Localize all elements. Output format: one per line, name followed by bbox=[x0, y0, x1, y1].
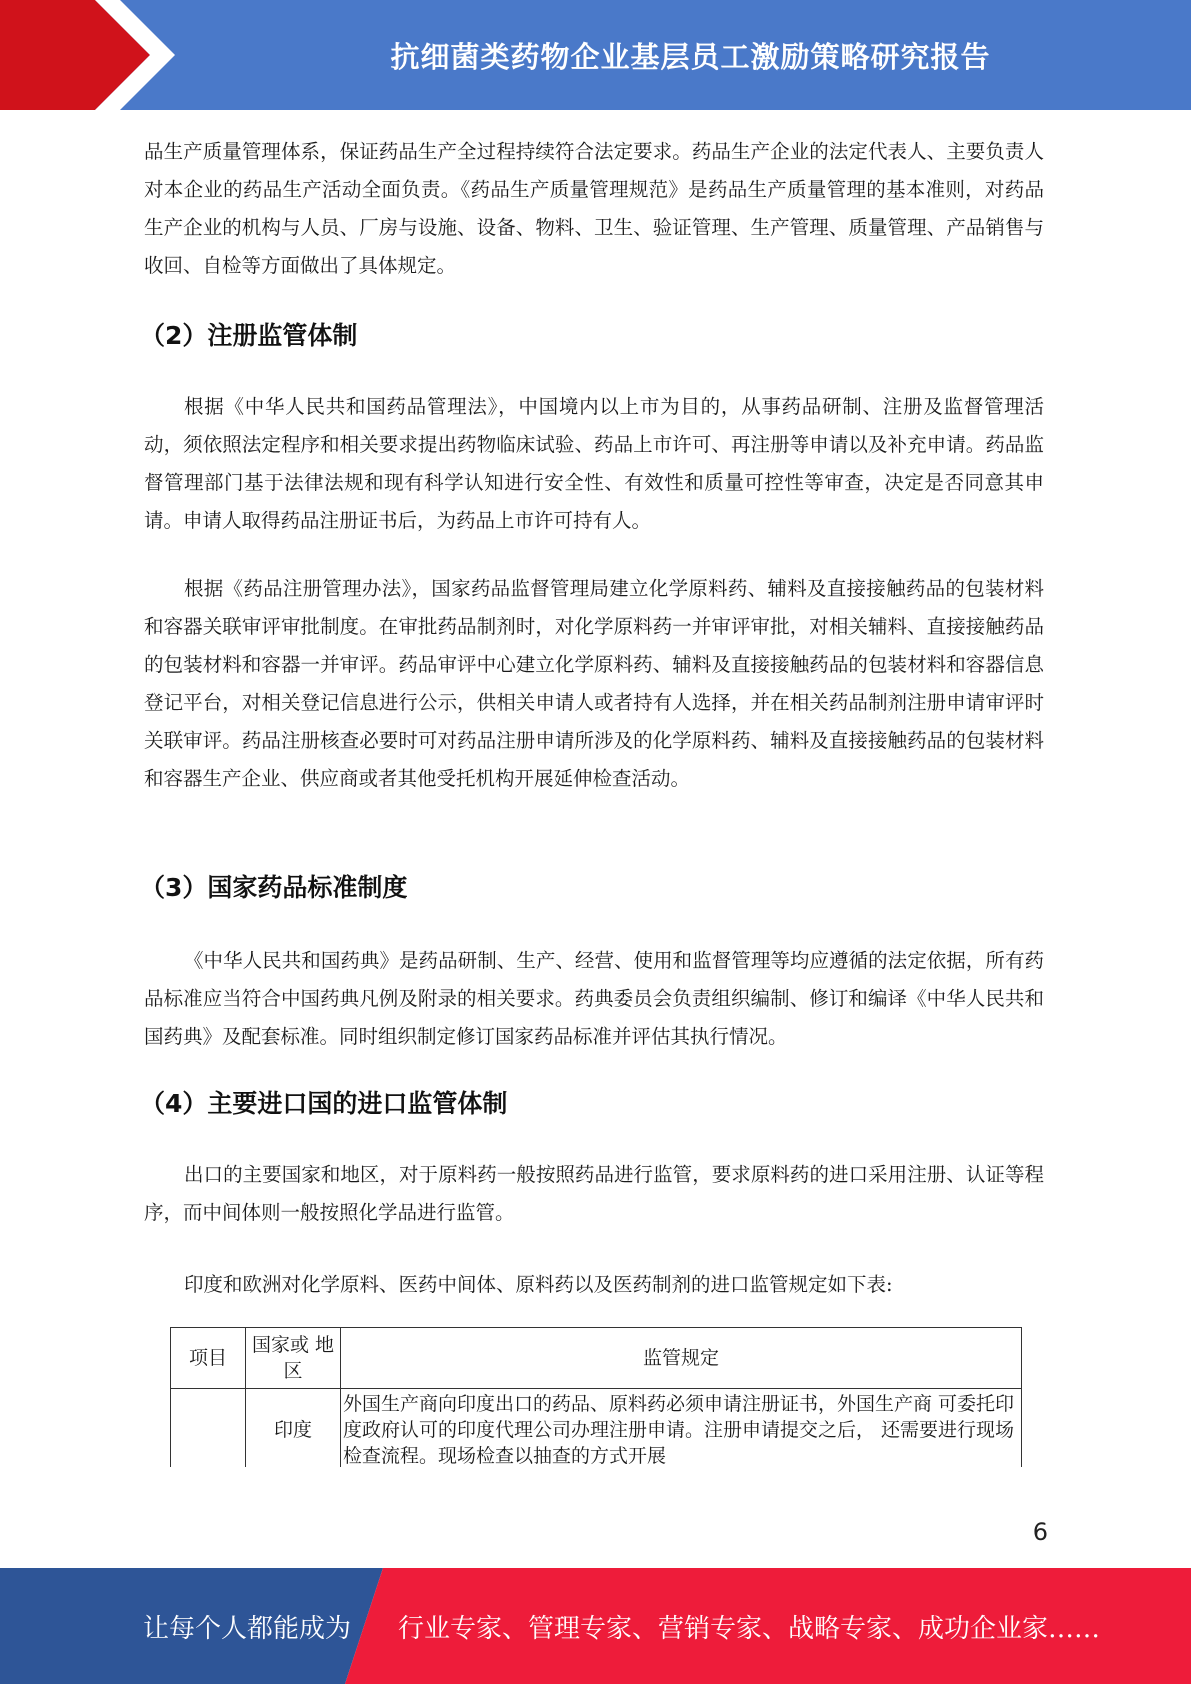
paragraph-export-countries: 出口的主要国家和地区，对于原料药一般按照药品进行监管，要求原料药的进口采用注册、认证等程序，而中间体则一般按照化学品进行监管。 bbox=[144, 1163, 1044, 1224]
paragraph-quality-management: 品生产质量管理体系，保证药品生产全过程持续符合法定要求。药品生产企业的法定代表人、主要负责人对本企业的药品生产活动全面负责。《药品生产质量管理规范》是药品生产质量管理的基本准则，对药品生产企业的机构与人员、厂房与设施、设备、物料、卫生、验证管理、生产管理、质量管理、产品销售与收回、自检等方面做出了具体规定。 bbox=[144, 140, 1044, 277]
paragraph-registration-measures: 根据《药品注册管理办法》，国家药品监督管理局建立化学原料药、辅料及直接接触药品的包装材料和容器关联审评审批制度。在审批药品制剂时，对化学原料药一并审评审批，对相关辅料、直接接触药品的包装材料和容器一并审评。药品审评中心建立化学原料药、辅料及直接接触药品的包装材料和容器信息登记平台，对相关登记信息进行公示，供相关申请人或者持有人选择，并在相关药品制剂注册申请审评时关联审评。药品注册核查必要时可对药品注册申请所涉及的化学原料药、辅料及直接接触药品的包装材料和容器生产企业、供应商或者其他受托机构开展延伸检查活动。 bbox=[144, 577, 1044, 790]
header-item: 项目 bbox=[171, 1328, 246, 1389]
paragraph-drug-administration-law: 根据《中华人民共和国药品管理法》，中国境内以上市为目的，从事药品研制、注册及监督管理活动，须依照法定程序和相关要求提出药物临床试验、药品上市许可、再注册等申请以及补充申请。药品监督管理部门基于法律法规和现有科学认知进行安全性、有效性和质量可控性等审查，决定是否同意其申请。申请人取得药品注册证书后，为药品上市许可持有人。 bbox=[144, 395, 1044, 532]
import-regulation-table bbox=[170, 1327, 1022, 1472]
table-header-row bbox=[171, 1328, 1022, 1389]
header-country: 国家或 地区 bbox=[246, 1328, 341, 1389]
cell-item bbox=[171, 1389, 246, 1472]
report-title: 抗细菌类药物企业基层员工激励策略研究报告 bbox=[390, 39, 991, 74]
page-footer bbox=[0, 1568, 1191, 1684]
paragraph-pharmacopoeia: 《中华人民共和国药典》是药品研制、生产、经营、使用和监督管理等均应遵循的法定依据，所有药品标准应当符合中国药典凡例及附录的相关要求。药典委员会负责组织编制、修订和编译《中华人民共和国药典》及配套标准。同时组织制定修订国家药品标准并评估其执行情况。 bbox=[144, 949, 1044, 1048]
table-page-break bbox=[160, 1467, 1040, 1487]
paragraph-table-intro: 印度和欧洲对化学原料、医药中间体、原料药以及医药制剂的进口监管规定如下表: bbox=[184, 1273, 893, 1296]
footer-slogan-left: 让每个人都能成为 bbox=[143, 1613, 352, 1644]
cell-country: 印度 bbox=[246, 1389, 341, 1472]
section-heading-import-regulation: （4）主要进口国的进口监管体制 bbox=[140, 1089, 508, 1118]
footer-slogan-right: 行业专家、管理专家、营销专家、战略专家、成功企业家…… bbox=[398, 1613, 1101, 1644]
cell-rule: 外国生产商向印度出口的药品、原料药必须申请注册证书，外国生产商 可委托印度政府认可的印度代理公司办理注册申请。注册申请提交之后， 还需要进行现场检查流程。现场检查以抽查的方式开展 bbox=[341, 1389, 1022, 1472]
table-row bbox=[171, 1389, 1022, 1472]
section-heading-registration: （2）注册监管体制 bbox=[140, 321, 358, 350]
header-rule: 监管规定 bbox=[341, 1328, 1022, 1389]
page-number: 6 bbox=[1032, 1518, 1048, 1546]
section-heading-national-standards: （3）国家药品标准制度 bbox=[140, 873, 408, 902]
page-header bbox=[0, 0, 1191, 110]
